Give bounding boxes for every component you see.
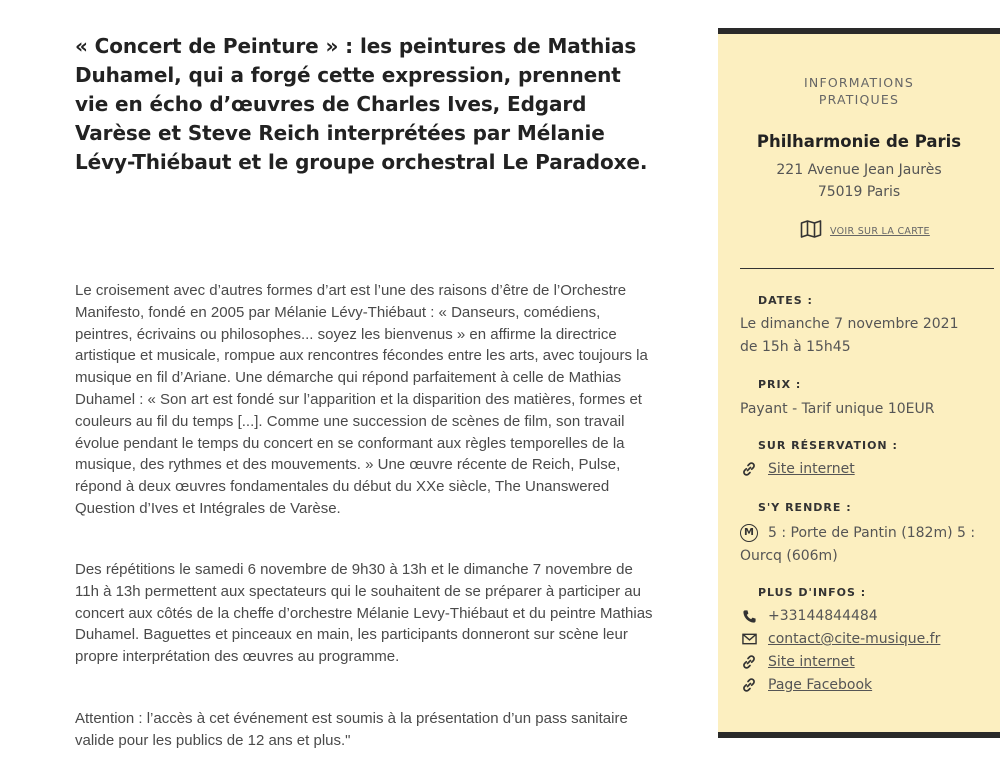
reservation-link[interactable]: Site internet bbox=[768, 461, 855, 477]
map-link-group[interactable] bbox=[800, 220, 930, 243]
mail-icon bbox=[740, 630, 758, 648]
email-row[interactable] bbox=[740, 630, 940, 648]
practical-info-panel bbox=[718, 28, 1000, 738]
email-link[interactable]: contact@cite-musique.fr bbox=[768, 631, 941, 647]
map-link[interactable]: VOIR SUR LA CARTE bbox=[830, 226, 930, 237]
phone-icon bbox=[740, 607, 758, 625]
dates-line-1: Le dimanche 7 novembre 2021 bbox=[740, 316, 959, 332]
article-paragraph-3: Attention : l’accès à cet événement est soumis à la présentation d’un pass sanitaire valide pour les publics de 12 ans et plus." bbox=[75, 710, 628, 749]
more-info-label: PLUS D'INFOS : bbox=[758, 586, 867, 599]
metro-icon: M bbox=[740, 524, 758, 542]
directions-line-1: 5 : Porte de Pantin (182m) 5 : bbox=[768, 525, 976, 541]
venue-address-street: 221 Avenue Jean Jaurès bbox=[776, 162, 942, 178]
facebook-link[interactable]: Page Facebook bbox=[768, 677, 873, 693]
link-icon bbox=[740, 676, 758, 694]
dates-line-2: de 15h à 15h45 bbox=[740, 339, 851, 355]
info-panel-title: INFORMATIONS PRATIQUES bbox=[804, 75, 914, 107]
article-paragraph-2: Des répétitions le samedi 6 novembre de 9h30 à 13h et le dimanche 7 novembre de 11h à 13h permettent aux spectateurs qui le souhaitent de se préparer à participer au concert aux côtés de la cheffe d’orchestre Mélanie Levy-Thiébaut et du peintre Mathias Duhamel. Baguettes et pinceaux en main, les participants donneront sur scène leur propre interprétation des œuvres au programme. bbox=[75, 561, 653, 666]
link-icon bbox=[740, 460, 758, 478]
facebook-row[interactable] bbox=[740, 676, 872, 694]
article-headline: « Concert de Peinture » : les peintures de Mathias Duhamel, qui a forgé cette expression, prennent vie en écho d’œuvres de Charles Ives, Edgard Varèse et Steve Reich interprétées par Mélanie Lévy-Thiébaut et le groupe orchestral Le Paradoxe. bbox=[75, 34, 648, 174]
dates-value bbox=[740, 313, 992, 359]
dates-label: DATES : bbox=[758, 294, 813, 307]
venue-address-city: 75019 Paris bbox=[817, 184, 901, 200]
sidebar-divider bbox=[740, 268, 994, 269]
directions-line-2: Ourcq (606m) bbox=[740, 548, 838, 564]
article bbox=[75, 32, 653, 749]
venue-name: Philharmonie de Paris bbox=[756, 132, 962, 151]
reservation-label: SUR RÉSERVATION : bbox=[758, 439, 898, 452]
article-paragraph-1: Le croisement avec d’autres formes d’art est l’une des raisons d’être de l’Orchestre Manifesto, fondé en 2005 par Mélanie Lévy-Thiébaut : « Danseurs, comédiens, peintres, écrivains ou philosophes... soyez les bienvenus » en affirme la directrice artistique et musicale, rompue aux rencontres fécondes entre les arts, avec toujours la musique en fil d’Ariane. Une démarche qui répond parfaitement à celle de Mathias Duhamel : « Son art est fondé sur l’apparition et la disparition des matières, formes et couleurs au fil du temps [...]. Comme une succession de scènes de film, son travail évolue pendant le temps du concert en se conformant aux règles temporelles de la musique, des rythmes et des mouvements. » Une œuvre récente de Reich, Pulse, répond à deux œuvres fondamentales du début du XXe siècle, The Unanswered Question d’Ives et Intégrales de Varèse. bbox=[75, 282, 648, 517]
directions-row bbox=[740, 522, 975, 545]
phone-row[interactable] bbox=[740, 607, 878, 625]
price-label: PRIX : bbox=[758, 378, 802, 391]
price-value: Payant - Tarif unique 10EUR bbox=[740, 401, 935, 417]
reservation-row[interactable] bbox=[740, 460, 855, 478]
link-icon bbox=[740, 653, 758, 671]
website-row[interactable] bbox=[740, 653, 855, 671]
map-icon bbox=[800, 220, 822, 243]
directions-label: S'Y RENDRE : bbox=[758, 501, 852, 514]
phone-number[interactable]: +33144844484 bbox=[768, 608, 878, 624]
website-link[interactable]: Site internet bbox=[768, 654, 855, 670]
